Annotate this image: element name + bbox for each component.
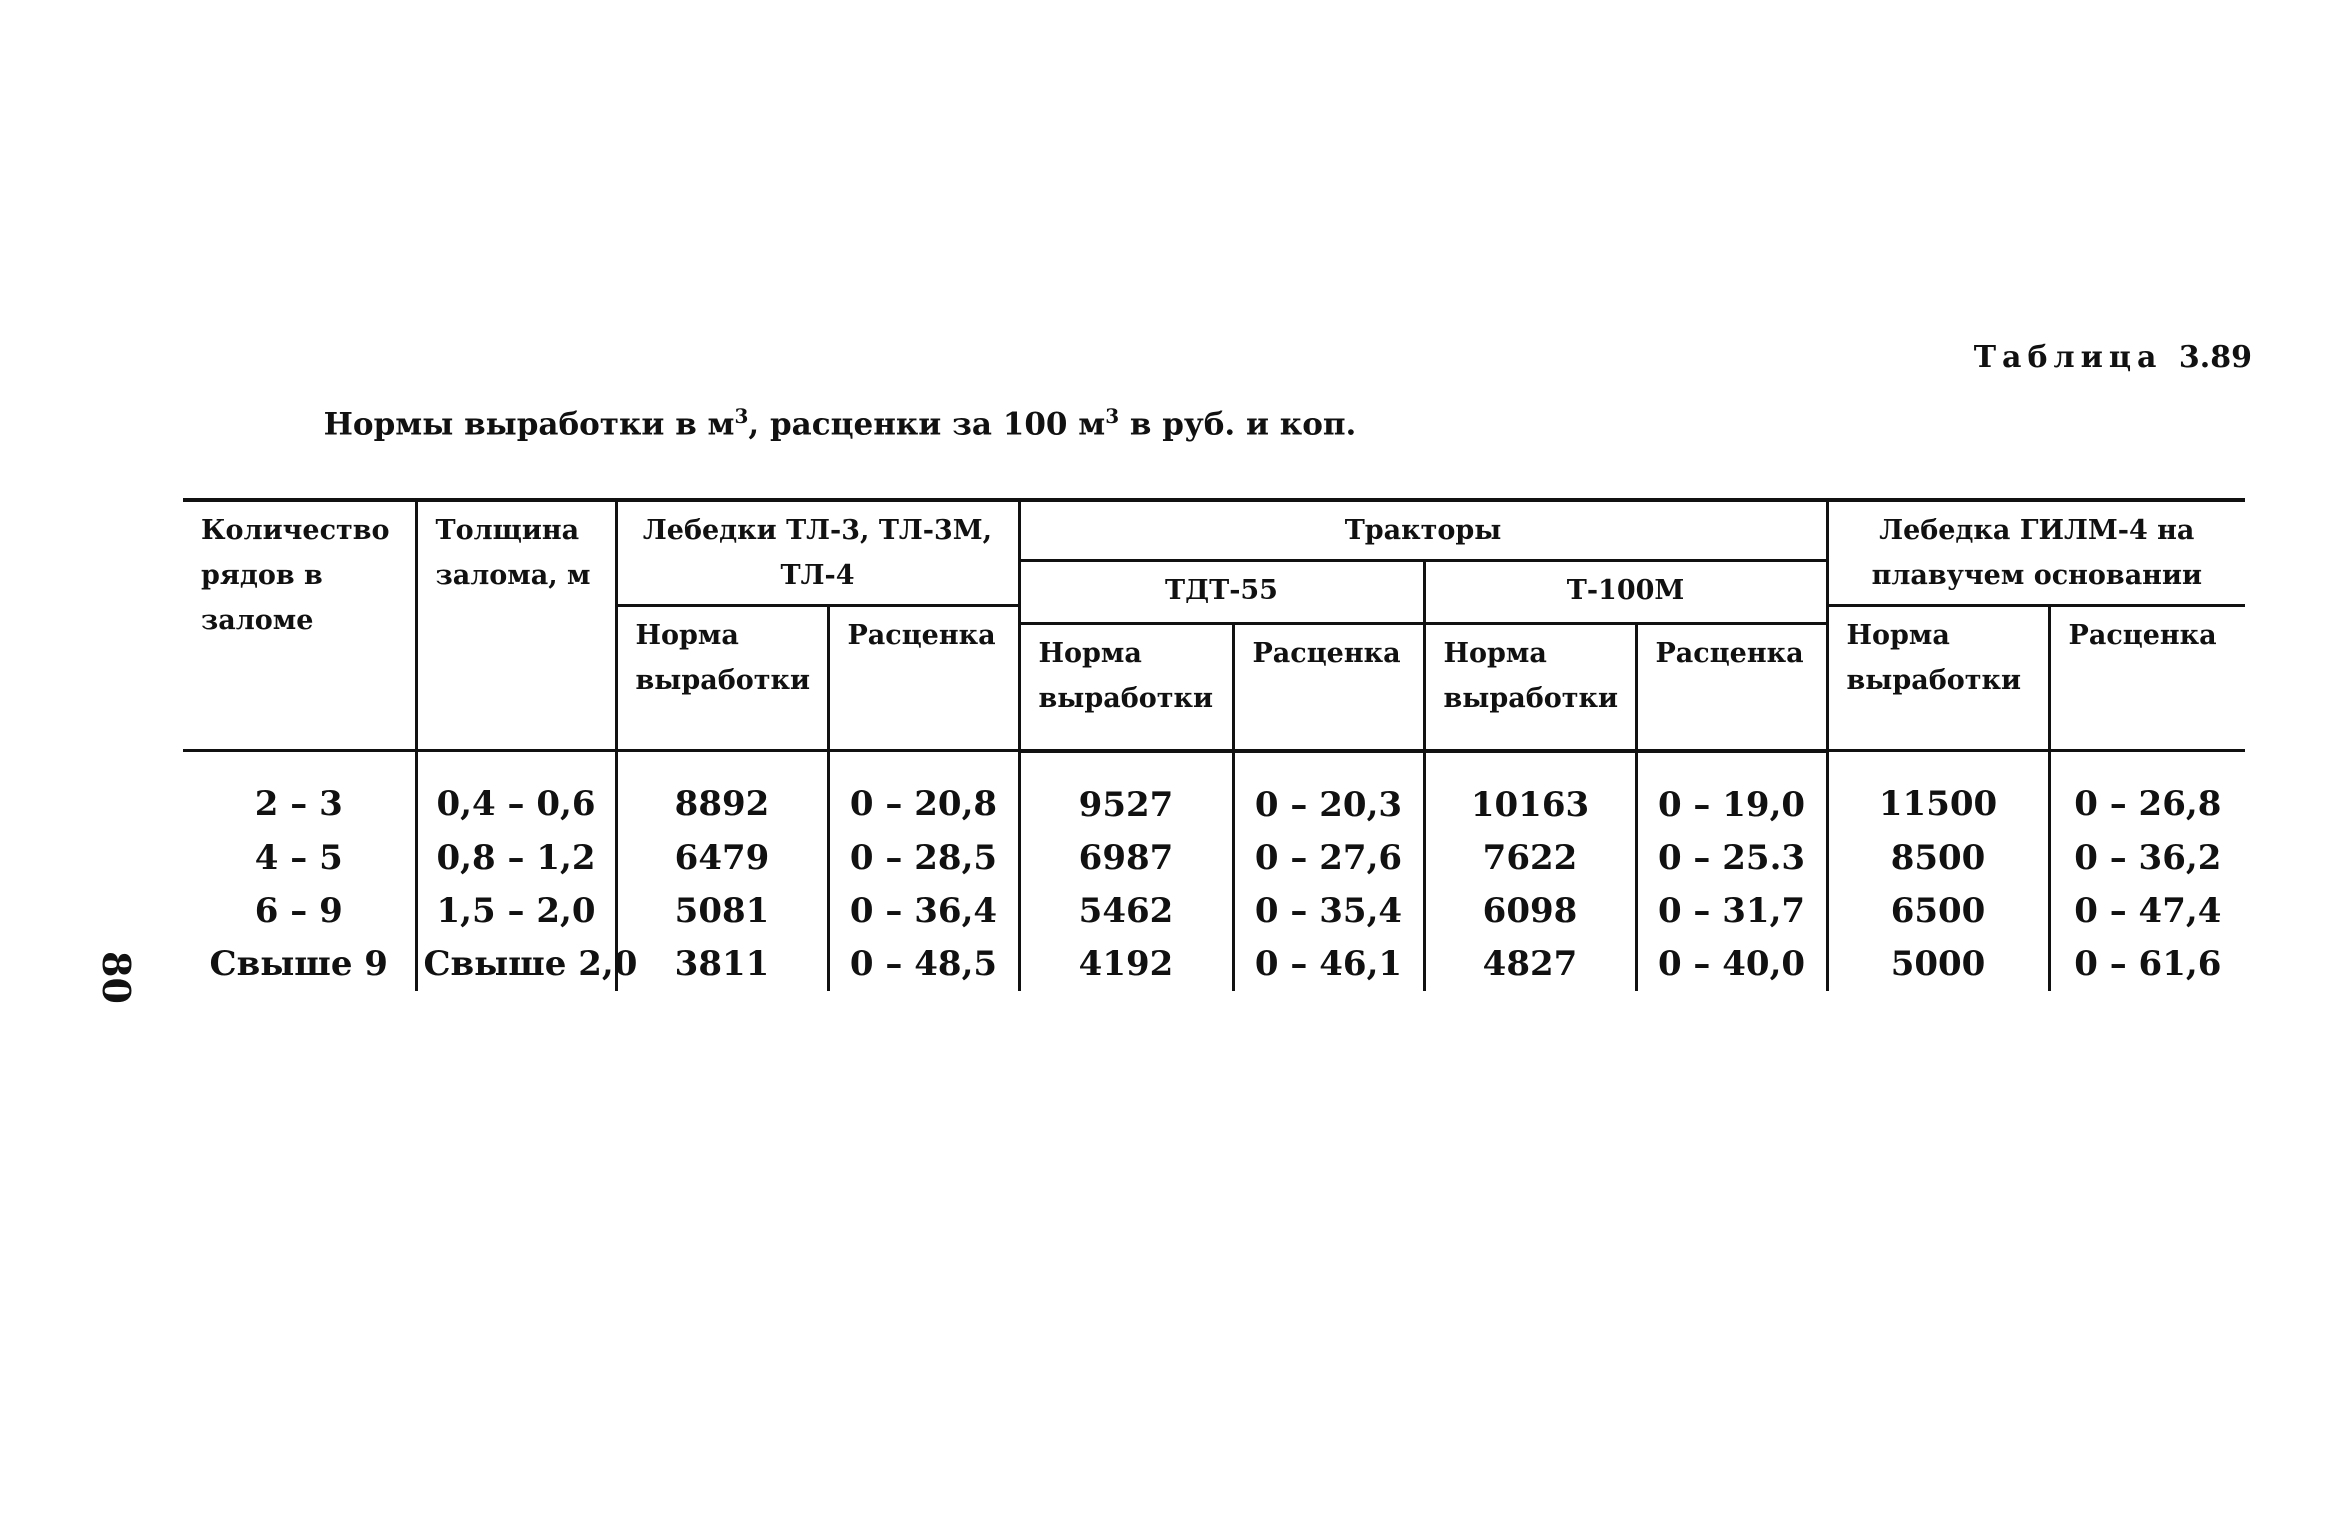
- table-row: [183, 832, 2245, 885]
- cell-t100-rate: 0 – 31,7: [1636, 885, 1827, 938]
- cell-t100-rate: 0 – 25.3: [1636, 832, 1827, 885]
- header-thickness: Толщина залома, м: [416, 500, 616, 751]
- cell-tl-rate: 0 – 20,8: [828, 751, 1019, 832]
- cell-t100-norm: 4827: [1424, 938, 1636, 991]
- header-t100m: Т-100М: [1424, 561, 1827, 624]
- table-label-word: Таблица: [1973, 340, 2163, 375]
- header-row-1: [183, 500, 2245, 561]
- cell-count: 2 – 3: [183, 751, 416, 832]
- table-row: [183, 885, 2245, 938]
- header-tractors: Тракторы: [1019, 500, 1827, 561]
- cell-tdt-rate: 0 – 27,6: [1233, 832, 1424, 885]
- header-gilm-rate: Расценка: [2049, 606, 2245, 751]
- header-t100-rate: Расценка: [1636, 624, 1827, 751]
- title-part3: в руб. и коп.: [1119, 406, 1357, 443]
- table-title: [0, 404, 1680, 442]
- cell-tl-rate: 0 – 28,5: [828, 832, 1019, 885]
- cell-tdt-norm: 6987: [1019, 832, 1233, 885]
- header-tdt55: ТДТ-55: [1019, 561, 1424, 624]
- cell-tdt-norm: 9527: [1019, 751, 1233, 832]
- cell-thickness: 1,5 – 2,0: [416, 885, 616, 938]
- title-sup1: 3: [734, 404, 749, 428]
- cell-tl-rate: 0 – 48,5: [828, 938, 1019, 991]
- cell-tl-norm: 3811: [616, 938, 828, 991]
- header-tdt-rate: Расценка: [1233, 624, 1424, 751]
- cell-tdt-rate: 0 – 46,1: [1233, 938, 1424, 991]
- cell-t100-norm: 6098: [1424, 885, 1636, 938]
- cell-tdt-rate: 0 – 35,4: [1233, 885, 1424, 938]
- header-gilm: Лебедка ГИЛМ-4 на плавучем основании: [1827, 500, 2245, 606]
- title-part1: Нормы выработки в м: [323, 406, 735, 443]
- cell-gilm-norm: 11500: [1827, 751, 2049, 832]
- table-row: [183, 751, 2245, 832]
- cell-count: Свыше 9: [183, 938, 416, 991]
- norms-table: [183, 498, 2245, 991]
- cell-tdt-norm: 5462: [1019, 885, 1233, 938]
- header-gilm-norm: Норма выработки: [1827, 606, 2049, 751]
- cell-gilm-rate: 0 – 36,2: [2049, 832, 2245, 885]
- header-rows-count: Количество рядов в заломе: [183, 500, 416, 751]
- title-sup2: 3: [1105, 404, 1120, 428]
- cell-tl-norm: 5081: [616, 885, 828, 938]
- cell-thickness: 0,8 – 1,2: [416, 832, 616, 885]
- cell-tl-rate: 0 – 36,4: [828, 885, 1019, 938]
- cell-t100-rate: 0 – 19,0: [1636, 751, 1827, 832]
- table-label-number: 3.89: [2178, 340, 2252, 375]
- cell-thickness: Свыше 2,0: [416, 938, 616, 991]
- title-part2: , расценки за 100 м: [748, 406, 1106, 443]
- cell-t100-norm: 7622: [1424, 832, 1636, 885]
- table-label: [1974, 340, 2252, 375]
- cell-gilm-rate: 0 – 26,8: [2049, 751, 2245, 832]
- cell-gilm-rate: 0 – 47,4: [2049, 885, 2245, 938]
- cell-t100-rate: 0 – 40,0: [1636, 938, 1827, 991]
- cell-tdt-norm: 4192: [1019, 938, 1233, 991]
- header-tdt-norm: Норма выработки: [1019, 624, 1233, 751]
- table-row: [183, 938, 2245, 991]
- header-t100-norm: Норма выработки: [1424, 624, 1636, 751]
- cell-t100-norm: 10163: [1424, 751, 1636, 832]
- cell-tl-norm: 8892: [616, 751, 828, 832]
- cell-count: 6 – 9: [183, 885, 416, 938]
- cell-tl-norm: 6479: [616, 832, 828, 885]
- cell-gilm-rate: 0 – 61,6: [2049, 938, 2245, 991]
- header-tl-norm: Норма выработки: [616, 606, 828, 751]
- cell-count: 4 – 5: [183, 832, 416, 885]
- header-tl-rate: Расценка: [828, 606, 1019, 751]
- cell-thickness: 0,4 – 0,6: [416, 751, 616, 832]
- page-number: 80: [93, 951, 139, 1004]
- cell-tdt-rate: 0 – 20,3: [1233, 751, 1424, 832]
- cell-gilm-norm: 8500: [1827, 832, 2049, 885]
- cell-gilm-norm: 6500: [1827, 885, 2049, 938]
- header-winches-tl: Лебедки ТЛ-3, ТЛ-3М, ТЛ-4: [616, 500, 1019, 606]
- cell-gilm-norm: 5000: [1827, 938, 2049, 991]
